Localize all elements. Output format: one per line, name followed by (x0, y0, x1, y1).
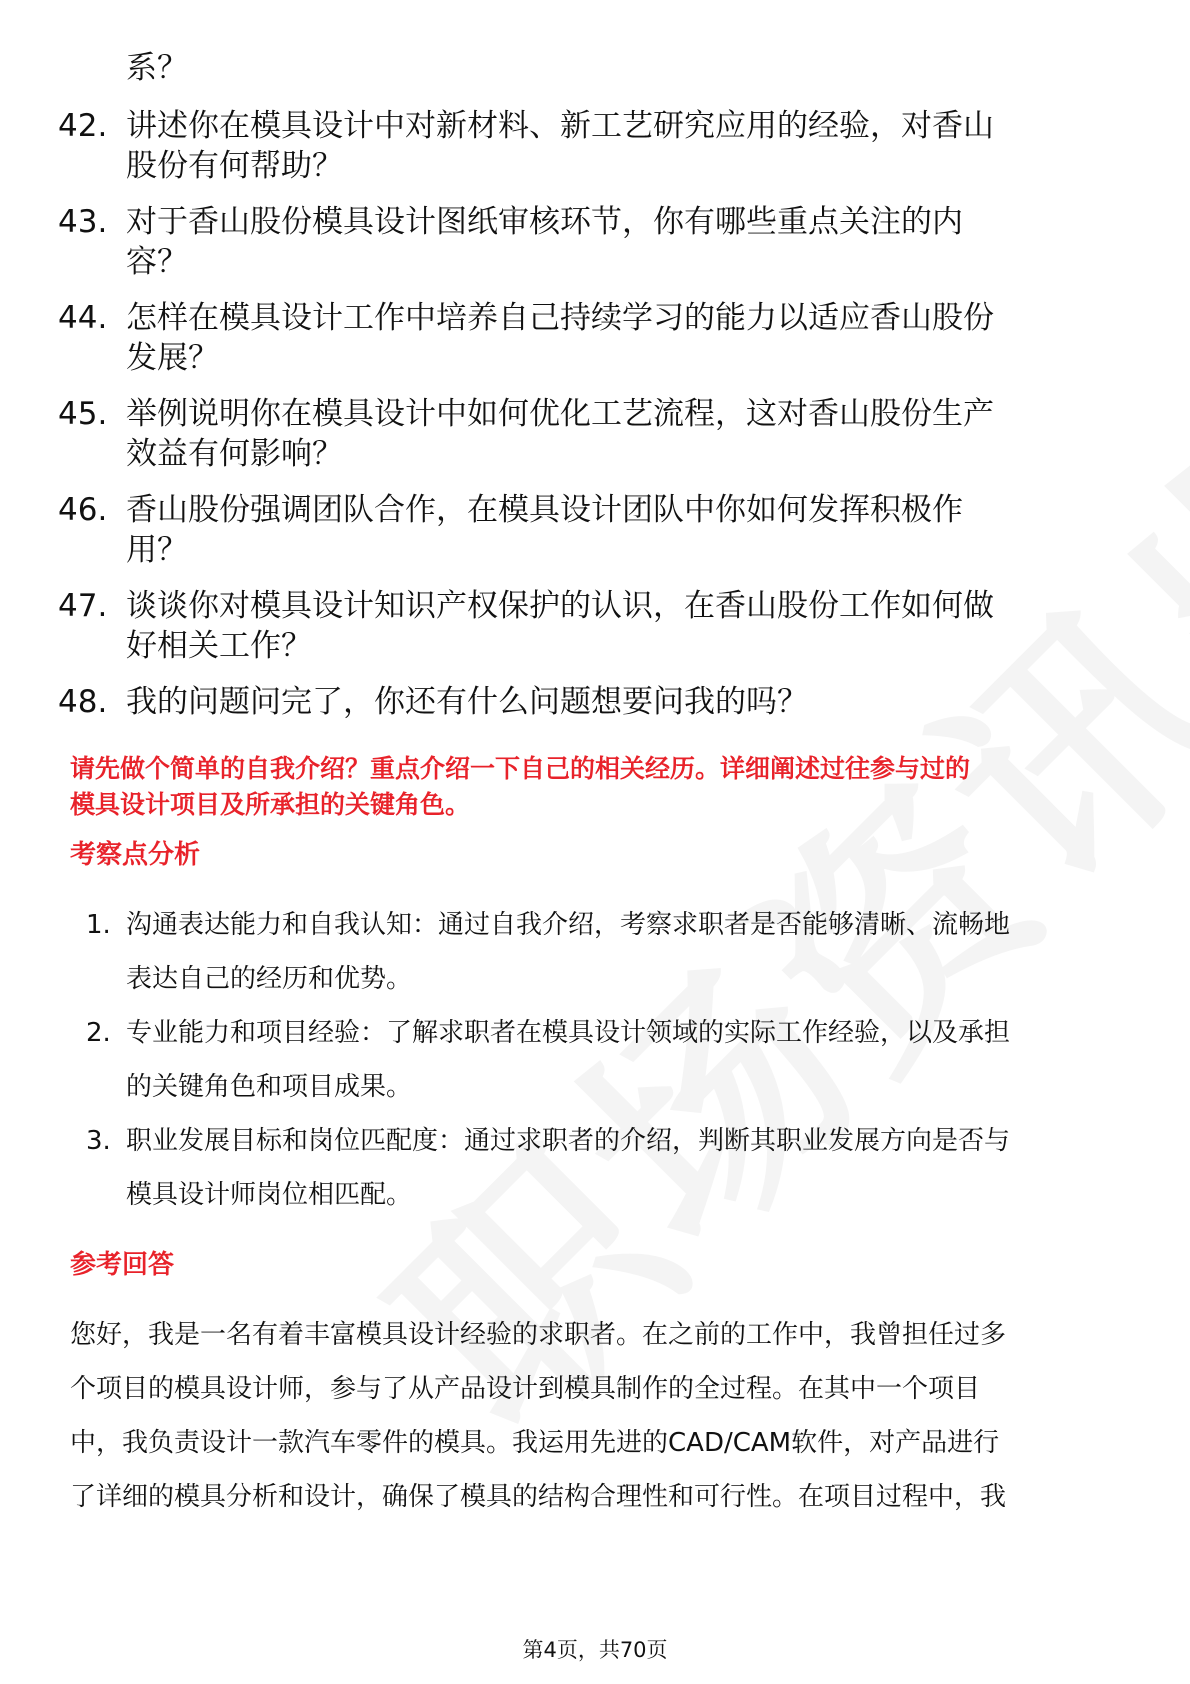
answer-line: 个项目的模具设计师，参与了从产品设计到模具制作的全过程。在其中一个项目 (70, 1374, 981, 1404)
list-item-line: 表达自己的经历和优势。 (126, 964, 413, 994)
question-line: 发展？ (126, 340, 219, 376)
list-item-line: 的关键角色和项目成果。 (126, 1072, 413, 1102)
question-line: 谈谈你对模具设计知识产权保护的认识，在香山股份工作如何做 (126, 588, 994, 624)
list-item-line: 职业发展目标和岗位匹配度：通过求职者的介绍，判断其职业发展方向是否与 (126, 1126, 1011, 1156)
question-number: 44. (58, 300, 108, 336)
question-line: 好相关工作？ (126, 628, 312, 664)
answer-line: 您好，我是一名有着丰富模具设计经验的求职者。在之前的工作中，我曾担任过多 (70, 1320, 1007, 1350)
highlight-question-line: 请先做个简单的自我介绍？重点介绍一下自己的相关经历。详细阐述过往参与过的 (70, 754, 971, 783)
list-number: 1. (86, 910, 111, 940)
highlight-question-line: 模具设计项目及所承担的关键角色。 (70, 790, 471, 819)
answer-line: 了详细的模具分析和设计，确保了模具的结构合理性和可行性。在项目过程中，我 (70, 1482, 1007, 1512)
list-item-line: 模具设计师岗位相匹配。 (126, 1180, 413, 1210)
list-number: 2. (86, 1018, 111, 1048)
reference-heading: 参考回答 (70, 1250, 175, 1280)
answer-line: 中，我负责设计一款汽车零件的模具。我运用先进的CAD/CAM软件，对产品进行 (70, 1428, 1000, 1458)
question-line: 用？ (126, 532, 188, 568)
question-number: 47. (58, 588, 108, 624)
question-line: 讲述你在模具设计中对新材料、新工艺研究应用的经验，对香山 (126, 108, 994, 144)
analysis-heading: 考察点分析 (70, 840, 201, 870)
question-number: 43. (58, 204, 108, 240)
question-number: 48. (58, 684, 108, 720)
question-line: 举例说明你在模具设计中如何优化工艺流程，这对香山股份生产 (126, 396, 994, 432)
question-number: 42. (58, 108, 108, 144)
list-item-line: 专业能力和项目经验：了解求职者在模具设计领域的实际工作经验，以及承担 (126, 1018, 1011, 1048)
question-line: 容？ (126, 244, 188, 280)
list-number: 3. (86, 1126, 111, 1156)
question-line: 怎样在模具设计工作中培养自己持续学习的能力以适应香山股份 (126, 300, 994, 336)
question-line: 效益有何影响？ (126, 436, 343, 472)
list-item-line: 沟通表达能力和自我认知：通过自我介绍，考察求职者是否能够清晰、流畅地 (126, 910, 1011, 940)
question-line: 香山股份强调团队合作，在模具设计团队中你如何发挥积极作 (126, 492, 963, 528)
question-line: 对于香山股份模具设计图纸审核环节，你有哪些重点关注的内 (126, 204, 963, 240)
question-continuation: 系？ (126, 50, 188, 86)
page-footer: 第4页，共70页 (522, 1638, 668, 1662)
question-number: 46. (58, 492, 108, 528)
question-number: 45. (58, 396, 108, 432)
question-line: 我的问题问完了，你还有什么问题想要问我的吗？ (126, 684, 808, 720)
question-line: 股份有何帮助？ (126, 148, 343, 184)
